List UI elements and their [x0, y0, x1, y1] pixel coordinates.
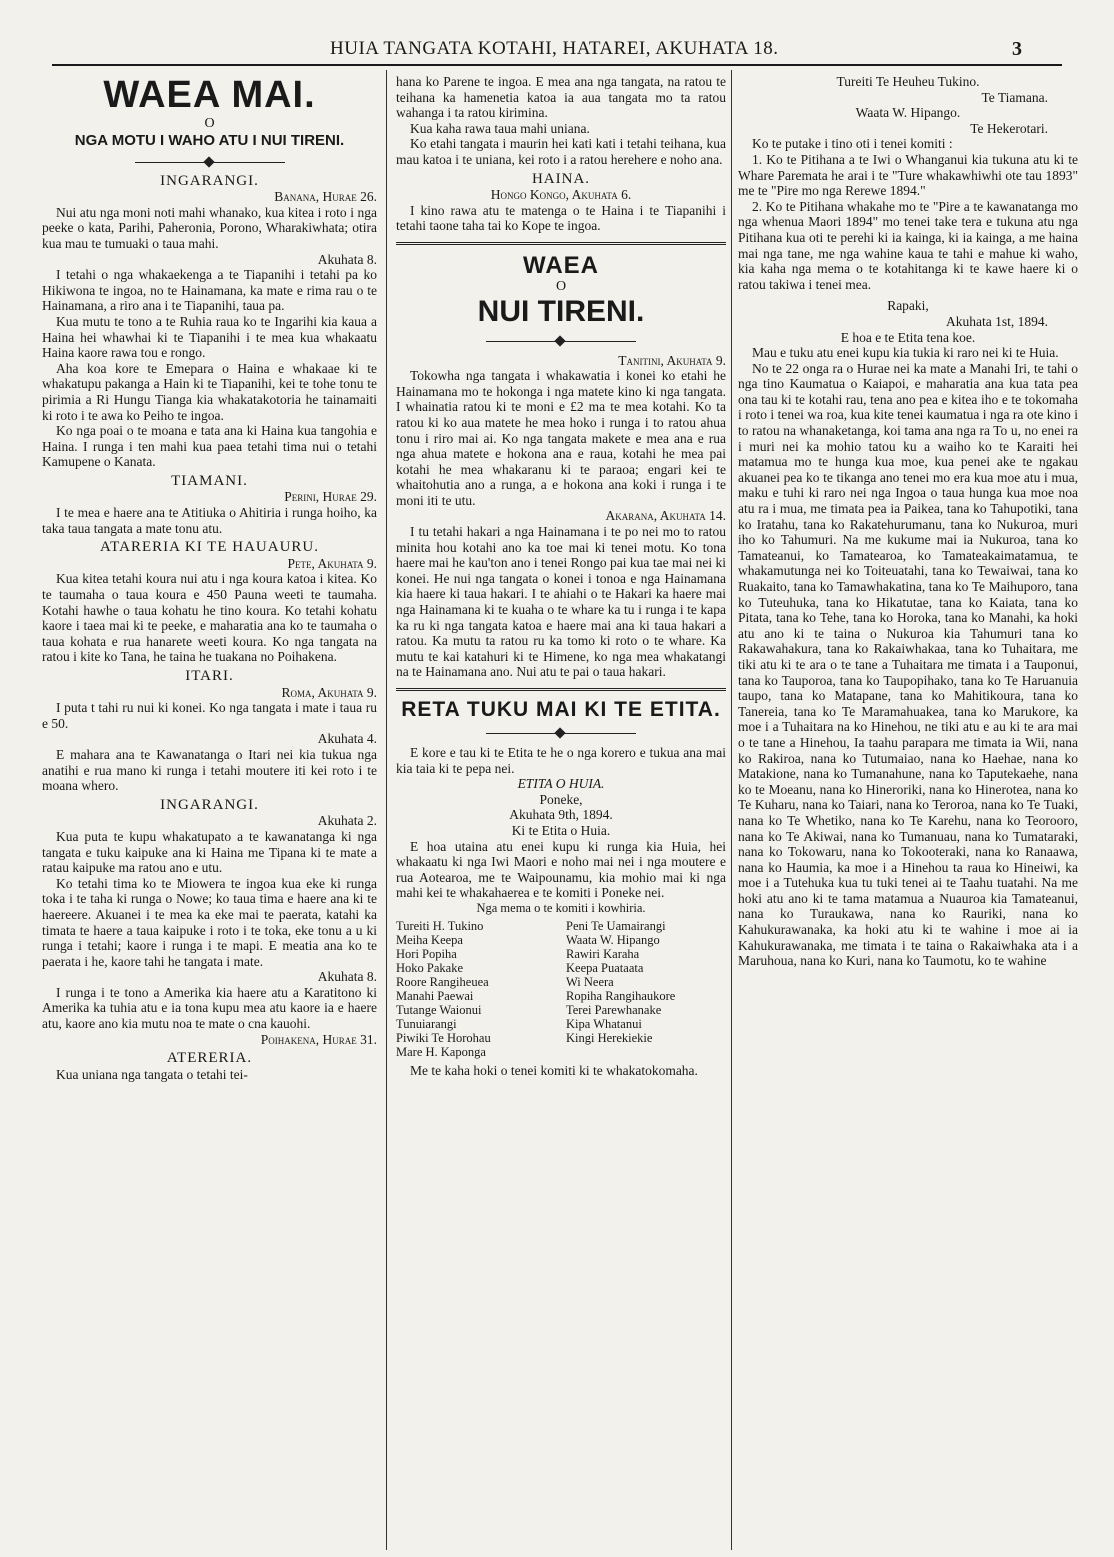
- section-rule: [396, 688, 726, 691]
- running-title: HUIA TANGATA KOTAHI, HATAREI, AKUHATA 18.: [330, 38, 779, 59]
- member-name: Mare H. Kaponga: [396, 1044, 486, 1059]
- article-paragraph: hana ko Parene te ingoa. E mea ana nga tangata, na ratou te teihana ka hamenetia katoa ia aua tangata mo ta ratou wahanga i ta ratou kirimina.: [396, 74, 726, 121]
- section-title: ATERERIA.: [166, 1050, 253, 1067]
- headline-waea-mai: WAEA MAI.: [103, 74, 316, 116]
- headline-o: O: [204, 116, 215, 131]
- member-name: Hoko Pakake: [396, 960, 463, 975]
- letter-salutation: Ki te Etita o Huia.: [511, 822, 611, 838]
- dateline: Akuhata 4.: [317, 731, 377, 747]
- article-paragraph: I te mea e haere ana te Atitiuka o Ahitiria i runga hoiho, ka taka taua tangata a mate tonu atu.: [42, 505, 377, 536]
- dateline: Poihakena, Hurae 31.: [260, 1031, 377, 1047]
- article-paragraph: E mahara ana te Kawanatanga o Itari nei kia tukua nga anatihi e rua mano ki runga i tetahi moutere iti kei roto i te moana whero.: [42, 746, 377, 794]
- section-title: TIAMANI.: [171, 472, 248, 489]
- headline-nui-tireni: NUI TIRENI.: [477, 294, 645, 328]
- article-paragraph: Kua mutu te tono a te Ruhia raua ko te Ingarihi kia kaua a Haina hei whawhai ki te Tiapanihi i te mea kua whakaatu Haina kaore rawa tou e rongo.: [42, 313, 377, 361]
- member-name: Tureiti H. Tukino: [396, 918, 484, 933]
- article-paragraph: Ko tetahi tima ko te Miowera te ingoa kua eke ki runga toka i te taha ki runga o Nowe; ko taua tima e haere ana ki te haereere. Akuanei i te mea ka eke mai te paerata, katahi ka timata te haere a taua kaipuke i roto i te toka, eke tonu a u ki runga i tetahi; kaore i runga i te mapi. E meatia ana ko te paerata i he, kaore tahi he tangata i mate.: [42, 875, 377, 969]
- article-paragraph: Kua kitea tetahi koura nui atu i nga koura katoa i kitea. Ko te taumaha o taua koura e 450 Pauna weeti te taumaha. Kotahi hawhe o taua kohatu he tino koura. Ko tetahi kohatu kaore i taea mai ki te peeke, e maharatia ana ko te taumaha o taua kohata e rua hanarete weeti koura. Ko nga tangata na ratou i kite ko Tana, he taina he tuakana no Poihakena.: [42, 571, 377, 665]
- editor-note: E kore e tau ki te Etita te he o nga korero e tukua ana mai kia taia ki te pepa nei.: [396, 745, 726, 776]
- dateline: Tanitini, Akuhata 9.: [618, 352, 726, 368]
- page-number: 3: [1012, 38, 1022, 60]
- article-paragraph: Nui atu nga moni noti mahi whanako, kua kitea i roto i nga peeke o kata, Parihi, Paheronia, Porono, Wharakiwhata; otira kua mau te tumuaki o taua mahi.: [42, 204, 377, 251]
- dateline: Pete, Akuhata 9.: [287, 555, 377, 571]
- members-title: Nga mema o te komiti i kowhiria.: [476, 900, 646, 915]
- article-paragraph: I kino rawa atu te matenga o te Haina i te Tiapanihi i tetahi taone taha tai ko Kope te ingoa.: [396, 202, 726, 234]
- signature-name: Waata W. Hipango.: [855, 105, 961, 121]
- letter-salutation: E hoa e te Etita tena koe.: [840, 329, 976, 345]
- article-paragraph: Kua kaha rawa taua mahi uniana.: [410, 120, 590, 136]
- article-paragraph: Kua puta te kupu whakatupato a te kawanatanga ki nga tangata e tuku kaipuke ana ki Haina me Tipana ki te mate a ratau kaipuke ma ratou ano e utu.: [42, 828, 377, 876]
- member-name: Wi Neera: [566, 974, 614, 989]
- ornament-divider: [135, 158, 285, 168]
- letter-place: Poneke,: [539, 791, 583, 807]
- headline-o: O: [555, 278, 567, 294]
- dateline: Banana, Hurae 26.: [274, 189, 377, 205]
- dateline: Akuhata 8.: [317, 251, 377, 267]
- section-title: ATARERIA KI TE HAUAURU.: [99, 539, 320, 556]
- article-paragraph: I tetahi o nga whakaekenga a te Tiapanihi i tetahi pa ko Hikiwona te ingoa, no te Hainamana, ka mate e rima rau o te Hainamana, a riro ana i te Tiapanihi, taua pa.: [42, 267, 377, 314]
- letter-paragraph: No te 22 onga ra o Hurae nei ka mate a Manahi Iri, te tahi o nga tino Kaumatua o Kaiapoi, e maharatia ana kua tata pea ona tau ki te kotahi rau, tena ano pea e kitea iho e te tokomaha i roto i tenei wa roa, kua kite tenei kaumatua i nga ra ote kino i to ratou na whanaketanga, koi tama ana nga ra To u, no enei ra i muri nei ka mohio tatou ku a waiho ko te Karaiti hei matamua mo te hunga kua moe, kua penei ake te ngakau akuanei pea ko te tikanga ano tenei mo era kua moe atu i mua, maku e tuhi ki raro nei nga Ingoa o taua hunga kua moe noa atu ra i mua, me timata pea ia Paikea, tana ko Tahupotiki, tana ko Iratahu, tana ko Rakatehurumanu, tana ko Nukuroa, muri iho ko Tahumuri. Na me kukume mai ia Nukuroa, tana ko Tamateanui, ko Tamatearoa, ko Tamateakaimatamua, te whakamutunga nei ko Toiteuatahi, tana ko Tewaiwai, tana ko Ruakaito, tana ko Tamawhakatina, tana ko Te Maihuporo, tana ko Tuteuhuka, tana ko Hikatutae, tana ko Kaiata, tana ko Pitata, tana ko Tehe, tana ko Horoka, tana ko Manahi, ka hoki atu ano ki te taina o Nukuroa kia Tahumuri tana ko Rakawahakura, tana ko Rakaiwhakaa, tana ko Tuhaitara, me tiki atu ki te ara o te tane a Tuhaitara me timata i a Tauponui, tana ko Tauporoa, tana ko Taupopihako, tana ko Te Haruanuia taupo, tana ko Matapane, tana ko Mahitikoura, tana ko Tanereia, tana ko Te Maramahuakea, tana ko Marukore, ka moe i a Tuhaitara na ko Hinehou, ne tiki atu e au ki te ara mai o te tane a Hinehou, Ia taahu parapara me timata ia Wii, nana ko Rakiroa, nana ko Tutumaiao, nana ko Haehae, nana ko Matakione, nana ko Tumanahune, nana ko Taputekaehe, nana ko te Moeanu, nana ko Hineroriki, nana ko Hinerotea, nana ko Te Kuharu, nana ko Taiari, nana ko Teroroa, nana ko Te Tuaki, nana ko Te Whetiko, nana ko Te Karehu, nana ko Teorooro, nana ko Te Akiwai, nana ko Tumanuau, nana ko Tumataraki, nana ko Tokowaru, nana ko Tokooteraki, nana ko Ranaawa, nana ko Haumia, ka moe i a Hinehou ta raua ko Hineiwi, ka moe i a Tutehuka kua tu tuki tenei ai te Taahu tuatahi. Na me hoki atu ano ki te tama matamua a Nuauroa kia Tamateanui, nana ko Turaukawa, nana ko Rauriki, nana ko Kahukurawanaka, ka hoki atu ki te wahine i moe ai ia Kahukurawanaka, me timata i te taina o Rakaiwhaka ata i a Maruhoua, nana ko Kuri, nana ko Taumotu, ko te wahine: [738, 360, 1078, 969]
- member-name: Rawiri Karaha: [566, 946, 640, 961]
- letter-paragraph: E hoa utaina atu enei kupu ki runga kia Huia, hei whakaatu ki nga Iwi Maori e noho mai nei i nga moutere e rua Aotearoa, me te Waipounamu, kia mohio mai ki nga mahi kei te whakahaerea e te komiti i Poneke nei.: [396, 838, 726, 901]
- member-name: Hori Popiha: [396, 946, 457, 961]
- article-paragraph: I runga i te tono a Amerika kia haere atu a Karatitono ki Amerika ka tuhia atu e ia tona kupu mea atu kaore ia e haere atu, kaore ano kia mutu noa te mate o cna kauohi.: [42, 984, 377, 1032]
- signature-role: Te Hekerotari.: [970, 120, 1048, 136]
- member-name: Piwiki Te Horohau: [396, 1030, 491, 1045]
- ornament-divider: [486, 729, 636, 739]
- article-paragraph: Aha koa kore te Emepara o Haina e whakaae ki te whakatupu pakanga a Hain ki te Tiapanihi, kei te tohe tonu te pirimia a Ri Hungu Tianga kia whakatakotoria he tainamaiti ki roto i te awa ko Peiho te ingoa.: [42, 360, 377, 423]
- article-paragraph: Tokowha nga tangata i whakawatia i konei ko etahi he Hainamana mo te hokonga i nga matete kino ki nga tangata. I whainatia ratou ki te moni e £2 ma te mea kotahi. Ko ta ratou ki ko aua matete he mea hoko i runga i to ratou ahua tonu i riro mai ai. Ko nga tangata makete e mea ana e rua nga ahua matete e hokona ana e raua, kotahi he mea pai kotahi he mea whakaranu ki te paraoa; engari kei te whaitohutia ano a runga, a e hokona ana koki i runga i te moni iti te utu.: [396, 368, 726, 508]
- member-name: Terei Parewhanake: [566, 1002, 662, 1017]
- letter-paragraph: Me te kaha hoki o tenei komiti ki te whakatokomaha.: [410, 1062, 698, 1078]
- member-name: Keepa Puataata: [566, 960, 644, 975]
- member-name: Roore Rangiheuea: [396, 974, 489, 989]
- dateline: Akuhata 8.: [317, 969, 377, 985]
- article-paragraph: Ko te putake i tino oti i tenei komiti :: [752, 136, 953, 152]
- signature-role: Te Tiamana.: [981, 89, 1048, 105]
- section-title: INGARANGI.: [160, 172, 259, 189]
- article-paragraph: I tu tetahi hakari a nga Hainamana i te po nei mo to ratou minita hou kotahi ano ka toe mai ki tenei motu. Ko tona haere mai he kau'ton ano i tenei Rongo pai kua tae mai nei ki konei. He nui nga tangata o konei i tonoa e nga Hainamana kia haere ki taua hakari. I te ahiahi o te Hakari ka haere mai nga Hainamana ki te kuaha o te whare ka tu i runga i te kapa ka ru ki nga tangata katoa e haere mai ana ki taua hakari a ratou. Ka mutu ta ratou ru ka tomo ki roto o te whare. Ka mutu te kai katahuri ki te Himene, ko nga mea whakatangi na te Hainamana ano. Nui atu te pai o taua hakari.: [396, 524, 726, 680]
- members-list: [396, 919, 726, 1059]
- column-divider: [731, 70, 732, 1550]
- member-name: Kingi Herekiekie: [566, 1030, 653, 1045]
- article-paragraph: I puta t tahi ru nui ki konei. Ko nga tangata i mate i taua ru e 50.: [42, 700, 377, 731]
- letter-date: Akuhata 9th, 1894.: [509, 807, 613, 823]
- member-name: Meiha Keepa: [396, 932, 463, 947]
- headline-waea: WAEA: [523, 251, 599, 279]
- ornament-divider: [486, 337, 636, 347]
- article-paragraph: Ko nga poai o te moana e tata ana ki Haina kua tangohia e Haina. I runga i ten mahi kua paea tetahi tima nui o tetahi Kamupene o Kanata.: [42, 423, 377, 470]
- subheadline: NGA MOTU I WAHO ATU I NUI TIRENI.: [74, 131, 345, 149]
- member-name: Kipa Whatanui: [566, 1016, 642, 1031]
- column-3: [738, 74, 1078, 1544]
- article-paragraph: Kua uniana nga tangata o tetahi tei-: [56, 1066, 248, 1082]
- member-name: Waata W. Hipango: [566, 932, 660, 947]
- article-paragraph: 1. Ko te Pitihana a te Iwi o Whanganui kia tukuna atu ki te Whare Paremata he arai i te "Ture whakawhiwhi ote tau 1893" me te "Pire mo nga Rerewe 1894.": [738, 151, 1078, 199]
- editor-signature: ETITA O HUIA.: [517, 776, 605, 792]
- letter-place: Rapaki,: [887, 298, 929, 314]
- section-rule: [396, 242, 726, 245]
- section-title: ITARI.: [185, 668, 234, 684]
- section-title: HAINA.: [531, 170, 591, 187]
- letter-paragraph: Mau e tuku atu enei kupu kia tukia ki raro nei ki te Huia.: [752, 345, 1059, 361]
- headline-reta: RETA TUKU MAI KI TE ETITA.: [401, 698, 721, 721]
- dateline: Hongo Kongo, Akuhata 6.: [490, 187, 632, 203]
- member-name: [566, 1045, 726, 1059]
- article-paragraph: Ko etahi tangata i maurin hei kati kati i tetahi teihana, kua mau katoa i te uniana, kei roto i a ratou herehere e noho ana.: [396, 136, 726, 167]
- dateline: Akarana, Akuhata 14.: [605, 508, 726, 524]
- member-name: Tutange Waionui: [396, 1002, 482, 1017]
- dateline: Perini, Hurae 29.: [284, 489, 377, 505]
- header-rule: [52, 64, 1062, 66]
- member-name: Peni Te Uamairangi: [566, 918, 666, 933]
- article-paragraph: 2. Ko te Pitihana whakahe mo te "Pire a te kawanatanga mo nga whenua Maori 1894" mo tenei take tera e tukuna atu nga Pitihana kua oti te perehi ki ia kainga, ki ia kainga, a me haina mai nga tane, me nga wahine kaua te tahi e mahue ki waho, kia kaha nga mema o te kotahitanga ki te kawe haere ki o ratou takiwa i tenei mea.: [738, 198, 1078, 292]
- member-name: Manahi Paewai: [396, 988, 474, 1003]
- member-name: Ropiha Rangihaukore: [566, 988, 676, 1003]
- section-title: INGARANGI.: [160, 796, 259, 813]
- signature-name: Tureiti Te Heuheu Tukino.: [836, 74, 980, 89]
- column-divider: [386, 70, 387, 1550]
- column-1: [42, 74, 377, 1544]
- dateline: Akuhata 2.: [317, 813, 377, 829]
- letter-date: Akuhata 1st, 1894.: [946, 313, 1048, 329]
- member-name: Tunuiarangi: [396, 1016, 457, 1031]
- dateline: Roma, Akuhata 9.: [281, 684, 377, 700]
- page-header: [0, 0, 1114, 70]
- column-2: [396, 74, 726, 1544]
